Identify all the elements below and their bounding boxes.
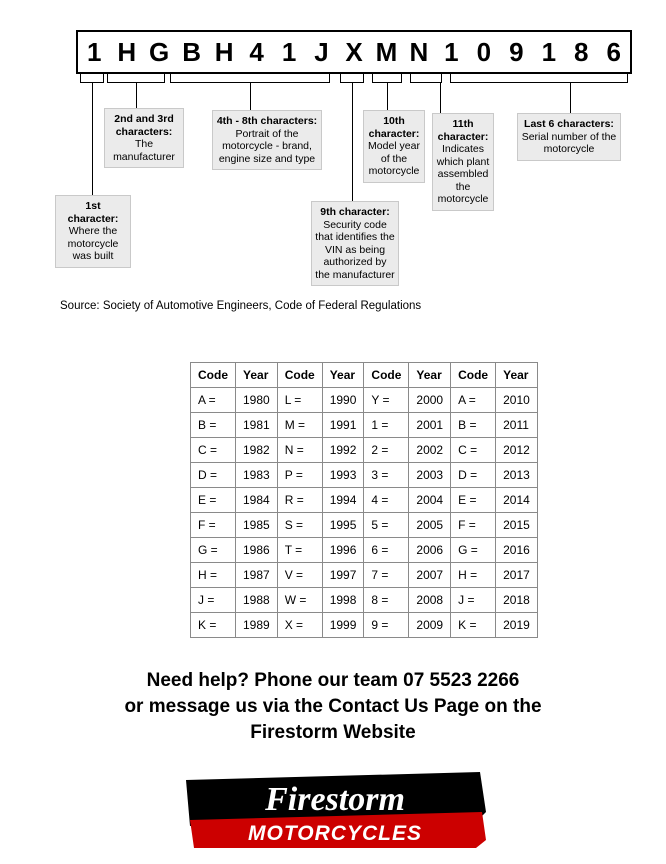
leader-chars-2-3 [136,83,137,108]
table-cell: 2006 [409,538,451,563]
vin-character: 6 [606,37,621,67]
table-cell: B = [191,413,236,438]
table-cell: H = [451,563,496,588]
table-row [191,388,538,413]
table-cell: C = [451,438,496,463]
table-row [191,588,538,613]
table-cell: 1985 [236,513,278,538]
callout-title: 9th character: [320,206,390,218]
table-cell: S = [277,513,322,538]
table-cell: 9 = [364,613,409,638]
leader-char-10 [387,83,388,110]
callout-body: Model year of the motorcycle [368,140,420,177]
bracket-char-11 [410,74,442,83]
callout-tenth-character [363,110,425,183]
table-cell: 2 = [364,438,409,463]
table-cell: K = [191,613,236,638]
table-cell: 6 = [364,538,409,563]
callout-ninth-character [311,201,399,286]
callout-last-six-characters [517,113,621,161]
table-cell: 1999 [322,613,364,638]
vin-character: N [409,37,429,67]
callout-body: Indicates which plant assembled the motorcycle [436,143,490,205]
leader-char-9 [352,83,353,201]
table-cell: 1995 [322,513,364,538]
table-row [191,438,538,463]
source-note: Source: Society of Automotive Engineers, Code of Federal Regulations [60,300,422,312]
table-cell: 2010 [496,388,538,413]
callout-title: 10th character: [368,115,420,140]
vin-character: 1 [444,37,459,67]
table-cell: 2002 [409,438,451,463]
table-cell: 1988 [236,588,278,613]
vin-character: M [375,37,398,67]
table-header-cell: Code [364,363,409,388]
callout-title: 2nd and 3rd characters: [114,113,174,138]
table-cell: K = [451,613,496,638]
vin-character: 1 [87,37,102,67]
table-cell: 1997 [322,563,364,588]
table-cell: 2000 [409,388,451,413]
table-cell: R = [277,488,322,513]
table-header-row [191,363,538,388]
vin-character: 1 [541,37,557,67]
table-cell: 1986 [236,538,278,563]
bracket-chars-4-8 [170,74,330,83]
table-cell: J = [451,588,496,613]
table-cell: D = [191,463,236,488]
table-cell: Y = [364,388,409,413]
table-cell: G = [451,538,496,563]
table-cell: D = [451,463,496,488]
table-cell: 2019 [496,613,538,638]
vin-character: J [314,37,329,67]
help-line-2: or message us via the Contact Us Page on the [124,696,542,717]
help-line-1: Need help? Phone our team 07 5523 2266 [146,670,520,691]
callout-title: 11th character: [437,118,489,143]
table-cell: B = [451,413,496,438]
table-cell: 1 = [364,413,409,438]
table-cell: 1984 [236,488,278,513]
table-cell: 2014 [496,488,538,513]
table-cell: 2005 [409,513,451,538]
table-cell: 2001 [409,413,451,438]
help-message [0,668,666,746]
callout-body: The manufacturer [113,138,175,163]
table-cell: 2012 [496,438,538,463]
table-cell: 2017 [496,563,538,588]
table-cell: 4 = [364,488,409,513]
table-cell: X = [277,613,322,638]
callout-title: 4th - 8th characters: [216,115,318,127]
callout-fourth-eighth-characters [212,110,322,170]
table-cell: 2007 [409,563,451,588]
logo-graphic [180,768,490,852]
table-cell: 2011 [496,413,538,438]
table-cell: 2018 [496,588,538,613]
table-cell: P = [277,463,322,488]
table-header-cell: Code [277,363,322,388]
table-row [191,538,538,563]
vin-character: 8 [574,37,589,67]
callout-eleventh-character [432,113,494,211]
table-row [191,488,538,513]
table-header-cell: Year [236,363,278,388]
table-cell: 7 = [364,563,409,588]
table-row [191,463,538,488]
table-cell: 1996 [322,538,364,563]
table-cell: F = [451,513,496,538]
table-cell: 2013 [496,463,538,488]
callout-first-character [55,195,131,268]
table-cell: 2008 [409,588,451,613]
table-cell: 1993 [322,463,364,488]
table-cell: 1994 [322,488,364,513]
table-cell: 2015 [496,513,538,538]
vin-character: 0 [476,37,492,67]
table-cell: 5 = [364,513,409,538]
table-cell: 8 = [364,588,409,613]
table-cell: 1983 [236,463,278,488]
table-cell: E = [191,488,236,513]
vin-character: H [117,37,137,67]
callout-body: Serial number of the motorcycle [521,130,617,155]
logo-primary-text: Firestorm [265,781,405,818]
table-header-cell: Code [451,363,496,388]
bracket-char-9 [340,74,364,83]
help-line-3: Firestorm Website [250,722,416,743]
table-cell: 2009 [409,613,451,638]
table-cell: V = [277,563,322,588]
vin-character: 9 [509,37,524,67]
year-code-table [190,362,538,638]
table-cell: 2003 [409,463,451,488]
table-cell: 1982 [236,438,278,463]
table-cell: H = [191,563,236,588]
leader-char-11 [440,83,441,113]
table-header-cell: Year [409,363,451,388]
table-cell: F = [191,513,236,538]
callout-body: Where the motorcycle was built [67,225,119,262]
table-row [191,613,538,638]
table-cell: 1981 [236,413,278,438]
callout-body: Security code that identifies the VIN as being authorized by the manufacturer [315,218,395,281]
vin-character: 4 [249,37,264,67]
callout-second-third-characters [104,108,184,168]
table-row [191,513,538,538]
table-cell: L = [277,388,322,413]
vin-character: 1 [281,37,297,67]
table-cell: T = [277,538,322,563]
table-header-cell: Year [496,363,538,388]
table-cell: J = [191,588,236,613]
table-cell: 1980 [236,388,278,413]
table-cell: E = [451,488,496,513]
firestorm-motorcycles-logo [180,768,490,852]
table-cell: 1987 [236,563,278,588]
table-cell: 1998 [322,588,364,613]
table-row [191,563,538,588]
leader-char-1 [92,83,93,195]
bracket-char-1 [80,74,104,83]
vin-number-box [76,30,632,74]
table-cell: 1991 [322,413,364,438]
callout-title: 1st character: [67,200,119,225]
table-cell: N = [277,438,322,463]
callout-title: Last 6 characters: [524,118,614,130]
leader-last-6 [570,83,571,113]
table-cell: 3 = [364,463,409,488]
logo-secondary-text: MOTORCYCLES [248,822,422,845]
table-cell: 2004 [409,488,451,513]
table-row [191,413,538,438]
vin-character: X [345,37,363,67]
table-cell: G = [191,538,236,563]
table-cell: 1992 [322,438,364,463]
bracket-last-6 [450,74,628,83]
table-cell: 1989 [236,613,278,638]
table-cell: A = [191,388,236,413]
table-cell: C = [191,438,236,463]
table-cell: A = [451,388,496,413]
table-cell: 2016 [496,538,538,563]
vin-character: H [214,37,234,67]
table-cell: W = [277,588,322,613]
table-header-cell: Year [322,363,364,388]
table-cell: 1990 [322,388,364,413]
vin-character: G [149,37,170,67]
bracket-chars-2-3 [107,74,165,83]
bracket-char-10 [372,74,402,83]
vin-character: B [182,37,202,67]
leader-chars-4-8 [250,83,251,110]
table-cell: M = [277,413,322,438]
callout-body: Portrait of the motorcycle - brand, engine size and type [218,127,316,165]
table-header-cell: Code [191,363,236,388]
